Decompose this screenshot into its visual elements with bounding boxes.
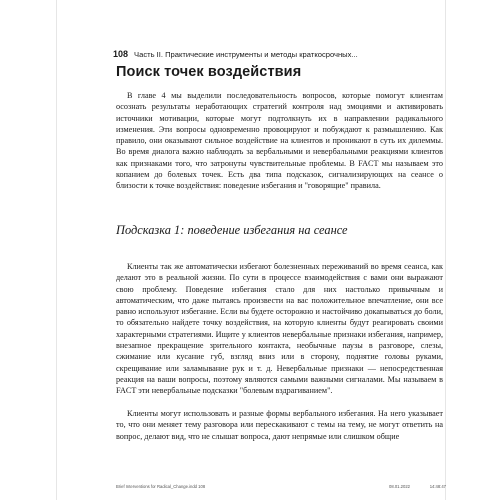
running-head-title: Часть II. Практические инструменты и методы краткосрочных... bbox=[134, 50, 358, 59]
body-paragraph-2 bbox=[116, 261, 443, 397]
footer-date: 08.01.2022 bbox=[389, 484, 410, 489]
paragraph-text: В главе 4 мы выделили последовательность вопросов, которые помогут клиентам осознать результаты неработающих стратегий контроля над эмоциями и активировать источники мотивации, которые могут подтолкнуть их в направлении радикального изменения. Эти вопросы одновременно провоцируют и побуждают к размышлению. Как правило, они оказывают сильное воздействие на клиентов и проникают в суть их дилеммы. Во время диалога важно наблюдать за вербальными и невербальными реакциями клиентов как признаками того, что затронуты чувствительные проблемы. В FACT мы называем это копанием до болевых точек. Есть два типа подсказок, сигнализирующих на сеансе о близости к точке воздействия: поведение избегания и "говорящие" правила. bbox=[116, 91, 443, 191]
footer-time: 14:48:47 bbox=[429, 484, 446, 489]
page-number: 108 bbox=[113, 49, 129, 59]
page-edge-right bbox=[445, 0, 446, 500]
running-head bbox=[113, 49, 448, 59]
section-title: Поиск точек воздействия bbox=[116, 64, 302, 80]
paragraph-text: Клиенты так же автоматически избегают болезненных переживаний во время сеанса, как делают это в реальной жизни. По сути в процессе взаимодействия с вами они выражают свою проблему. Поведение избегания стало для них настолько привычным и автоматическим, что даже пытаясь произвести на вас положительное впечатление, они все равно используют избегание. Если вы будете осторожно и настойчиво докапываться до боли, то обязательно найдете точку воздействия, на которую клиенты будут реагировать своими характерными стратегиями. Ищите у клиентов невербальные признаки избегания, например, внезапное прекращение зрительного контакта, необычные паузы в разговоре, слезы, сжимание или кусание губ, взгляд вниз или в сторону, поднятие головы руками, скрещивание или заламывание рук и т. д. Невербальные признаки — непосредственная реакция на ваши вопросы, поэтому являются самыми важными сигналами. Мы называем в FACT эти невербальные подсказки "болевым вздрагиванием". bbox=[116, 262, 443, 396]
body-paragraph-1 bbox=[116, 90, 443, 192]
page-edge-left bbox=[56, 0, 57, 500]
subsection-title: Подсказка 1: поведение избегания на сеансе bbox=[116, 223, 348, 237]
body-paragraph-3 bbox=[116, 408, 443, 442]
paragraph-text: Клиенты могут использовать и разные формы вербального избегания. На него указывает то, что они меняет тему разговора или перескакивают с темы на тему, не могут ответить на вопрос, делают вид, что не слышат вопроса, дают непрямые или слишком общие bbox=[116, 409, 443, 441]
footer-filename: Brief Interventions for Radical_Change.indd 108 bbox=[116, 484, 206, 489]
